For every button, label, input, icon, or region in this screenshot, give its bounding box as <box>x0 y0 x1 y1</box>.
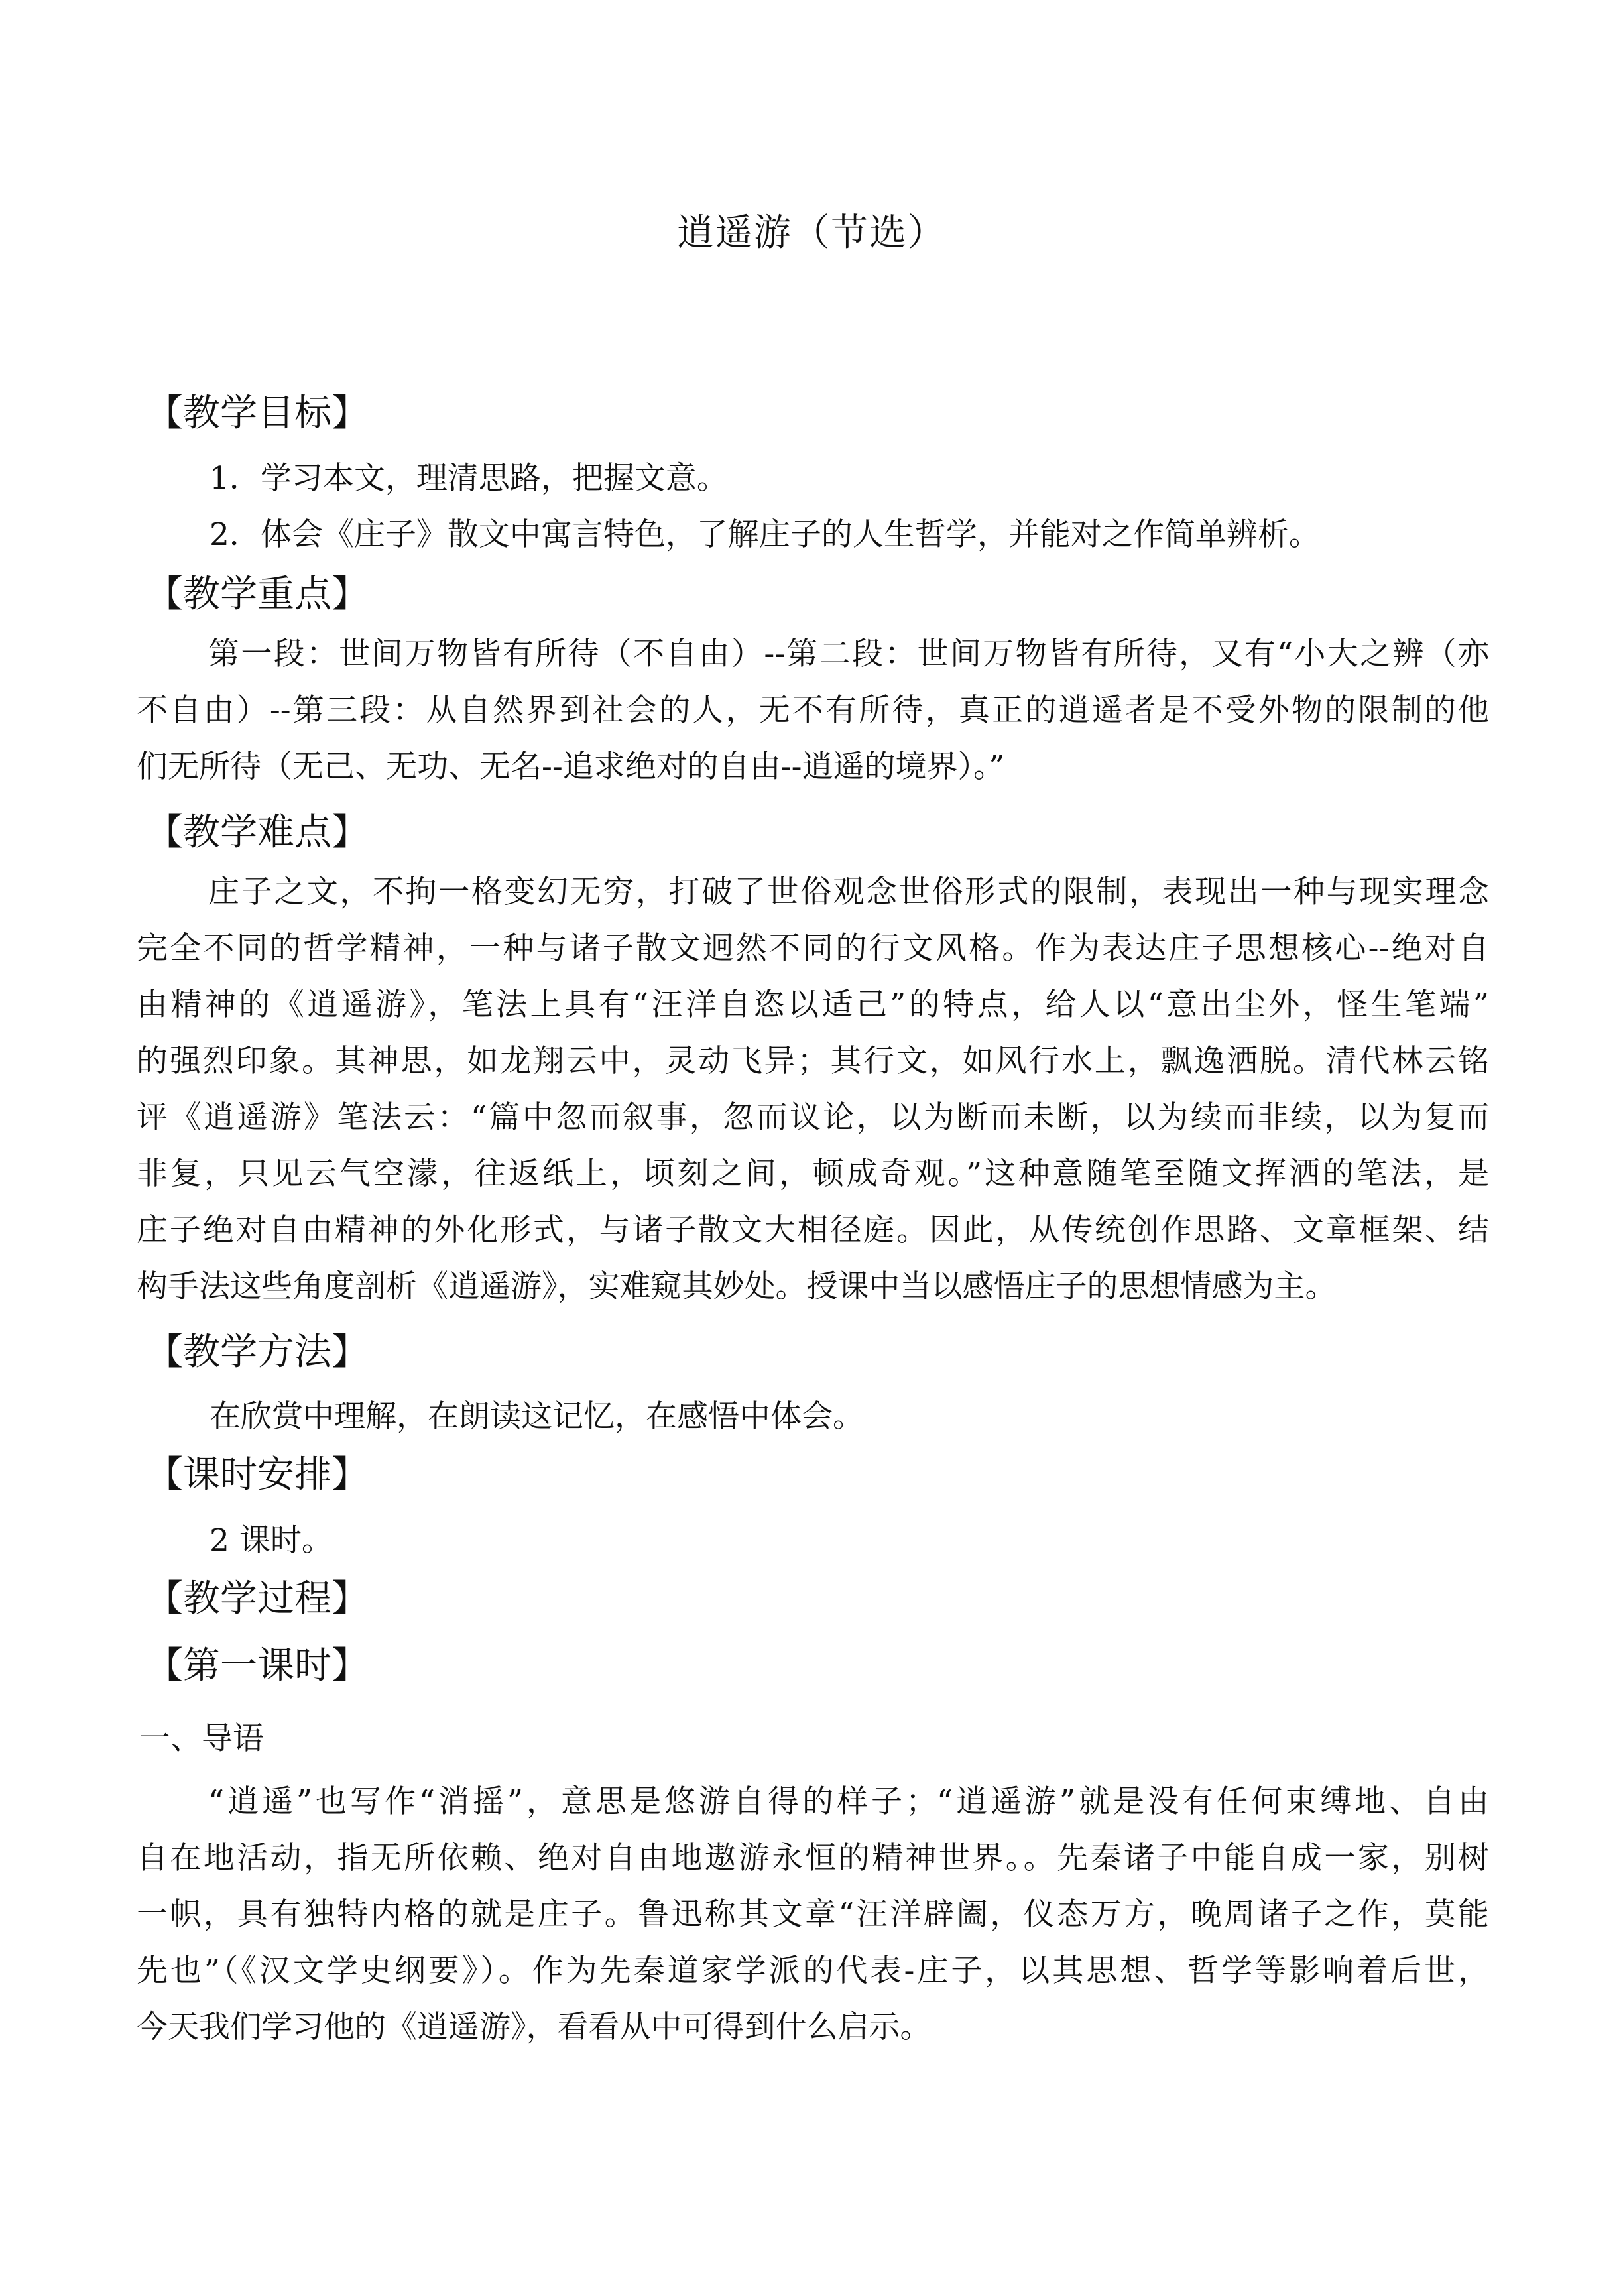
key-points-line: 们无所待（无己、无功、无名--追求绝对的自由--逍遥的境界）。” <box>137 749 1005 785</box>
difficulties-line: 构手法这些角度剖析《逍遥游》，实难窥其妙处。授课中当以感悟庄子的思想情感为主。 <box>137 1268 1337 1305</box>
document-title: 逍遥游（节选） <box>677 211 946 255</box>
objective-item: 1．学习本文，理清思路，把握文意。 <box>210 460 728 497</box>
heading-schedule: 【课时安排】 <box>146 1453 369 1496</box>
heading-process: 【教学过程】 <box>146 1577 369 1620</box>
difficulties-line: 庄子绝对自由精神的外化形式，与诸子散文大相径庭。因此，从传统创作思路、文章框架、结 <box>137 1212 1489 1248</box>
key-points-line: 第一段：世间万物皆有所待（不自由）--第二段：世间万物皆有所待，又有“小大之辨（亦 <box>208 636 1489 672</box>
difficulties-line: 由精神的《逍遥游》，笔法上具有“汪洋自恣以适己”的特点，给人以“意出尘外，怪生笔端” <box>137 987 1489 1023</box>
heading-difficulties: 【教学难点】 <box>146 811 369 854</box>
heading-objectives: 【教学目标】 <box>146 392 369 435</box>
difficulties-line: 的强烈印象。其神思，如龙翔云中，灵动飞异；其行文，如风行水上，飘逸洒脱。清代林云铭 <box>137 1043 1489 1079</box>
methods-text: 在欣赏中理解，在朗读这记忆，在感悟中体会。 <box>210 1398 864 1435</box>
difficulties-line: 庄子之文，不拘一格变幻无穷，打破了世俗观念世俗形式的限制，表现出一种与现实理念 <box>208 874 1489 910</box>
heading-key-points: 【教学重点】 <box>146 573 369 616</box>
difficulties-line: 完全不同的哲学精神，一种与诸子散文迥然不同的行文风格。作为表达庄子思想核心--绝对自 <box>137 930 1489 967</box>
heading-lesson-one: 【第一课时】 <box>146 1644 369 1687</box>
objective-item: 2．体会《庄子》散文中寓言特色，了解庄子的人生哲学，并能对之作简单辨析。 <box>210 516 1320 553</box>
intro-line: “逍遥”也写作“消摇”，意思是悠游自得的样子；“逍遥游”就是没有任何束缚地、自由 <box>208 1783 1489 1820</box>
heading-methods: 【教学方法】 <box>146 1331 369 1374</box>
difficulties-line: 评《逍遥游》笔法云：“篇中忽而叙事，忽而议论，以为断而未断，以为续而非续，以为复而 <box>137 1099 1489 1136</box>
difficulties-line: 非复，只见云气空濛，往返纸上，顷刻之间，顿成奇观。”这种意随笔至随文挥洒的笔法，是 <box>137 1156 1489 1192</box>
schedule-text: 2 课时。 <box>210 1522 333 1559</box>
intro-line: 先也”（《汉文学史纲要》）。作为先秦道家学派的代表-庄子，以其思想、哲学等影响着后世， <box>137 1953 1489 1989</box>
intro-line: 今天我们学习他的《逍遥游》，看看从中可得到什么启示。 <box>137 2009 932 2045</box>
key-points-line: 不自由）--第三段：从自然界到社会的人，无不有所待，真正的逍遥者是不受外物的限制的他 <box>137 692 1489 729</box>
intro-line: 自在地活动，指无所依赖、绝对自由地遨游永恒的精神世界。。先秦诸子中能自成一家，别树 <box>137 1840 1489 1876</box>
intro-line: 一帜，具有独特内格的就是庄子。鲁迅称其文章“汪洋辟阖，仪态万方，晚周诸子之作，莫能 <box>137 1896 1489 1933</box>
lesson-one-subheading: 一、导语 <box>139 1721 264 1757</box>
